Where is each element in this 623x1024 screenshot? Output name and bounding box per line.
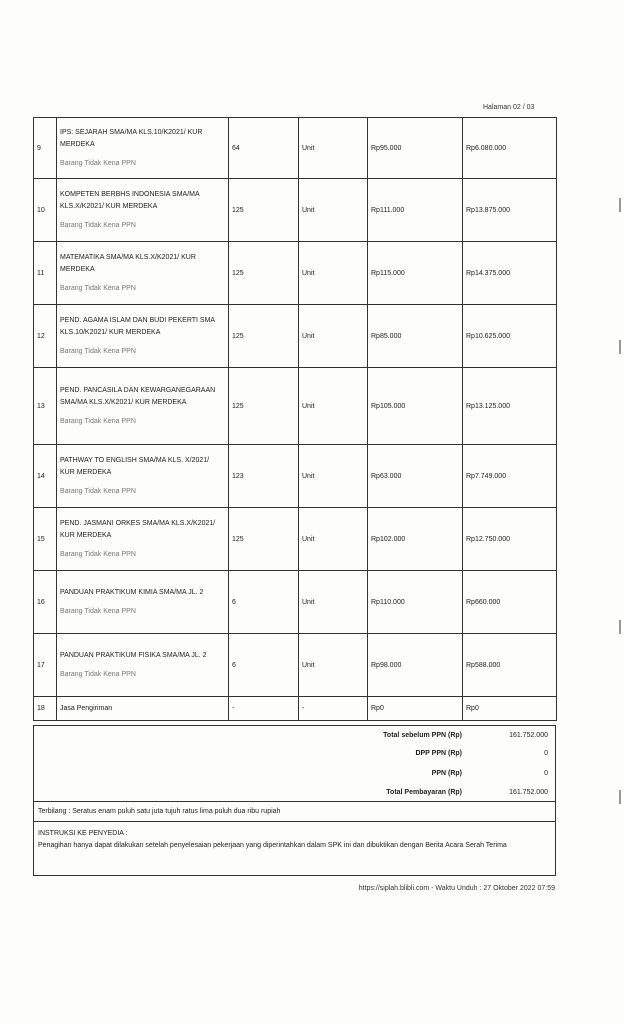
item-title: PANDUAN PRAKTIKUM KIMIA SMA/MA JL. 2 (60, 589, 204, 596)
item-number: 17 (34, 634, 57, 697)
item-quantity: - (229, 697, 299, 721)
item-description (57, 118, 229, 179)
item-number: 11 (34, 242, 57, 305)
summary-box (33, 725, 556, 802)
item-quantity: 125 (229, 368, 299, 445)
table-row (34, 179, 557, 242)
item-number: 13 (34, 368, 57, 445)
ppn-label: PPN (Rp) (431, 770, 462, 777)
item-number: 18 (34, 697, 57, 721)
item-unit-price: Rp98.000 (368, 634, 463, 697)
terbilang-text: Terbilang : Seratus enam puluh satu juta tujuh ratus lima puluh dua ribu rupiah (33, 801, 556, 822)
item-quantity: 125 (229, 179, 299, 242)
item-unit-price: Rp0 (368, 697, 463, 721)
items-table (33, 117, 557, 721)
item-quantity: 64 (229, 118, 299, 179)
item-description (57, 368, 229, 445)
item-description (57, 634, 229, 697)
item-number: 10 (34, 179, 57, 242)
item-unit-price: Rp85.000 (368, 305, 463, 368)
total-value: 161.752.000 (509, 789, 548, 796)
item-unit-price: Rp105.000 (368, 368, 463, 445)
item-quantity: 125 (229, 242, 299, 305)
instructions-box (33, 821, 556, 876)
table-row (34, 242, 557, 305)
item-description (57, 508, 229, 571)
item-title: PEND. JASMANI ORKES SMA/MA KLS.X/K2021/ KUR MERDEKA (60, 520, 216, 539)
download-footer: https://siplah.blibli.com - Waktu Unduh : 27 Oktober 2022 07:59 (358, 885, 555, 892)
item-total: Rp13.125.000 (463, 368, 557, 445)
item-total: Rp10.625.000 (463, 305, 557, 368)
item-description (57, 305, 229, 368)
item-number: 16 (34, 571, 57, 634)
item-unit: - (299, 697, 368, 721)
item-number: 12 (34, 305, 57, 368)
item-tax-note: Barang Tidak Kena PPN (60, 551, 136, 558)
item-unit-price: Rp102.000 (368, 508, 463, 571)
item-tax-note: Barang Tidak Kena PPN (60, 348, 136, 355)
item-tax-note: Barang Tidak Kena PPN (60, 418, 136, 425)
item-unit: Unit (299, 305, 368, 368)
item-unit: Unit (299, 508, 368, 571)
item-unit: Unit (299, 445, 368, 508)
item-total: Rp660.000 (463, 571, 557, 634)
table-row (34, 305, 557, 368)
scan-edge-mark (619, 198, 621, 212)
item-unit: Unit (299, 242, 368, 305)
dpp-value: 0 (544, 750, 548, 757)
item-unit: Unit (299, 118, 368, 179)
scan-edge-mark (619, 620, 621, 634)
item-unit-price: Rp63.000 (368, 445, 463, 508)
table-row (34, 445, 557, 508)
table-row (34, 118, 557, 179)
item-title: PEND. PANCASILA DAN KEWARGANEGARAAN SMA/MA KLS.X/K2021/ KUR MERDEKA (60, 387, 216, 406)
subtotal-value: 161.752.000 (509, 732, 548, 739)
item-tax-note: Barang Tidak Kena PPN (60, 160, 136, 167)
item-title: MATEMATIKA SMA/MA KLS.X/K2021/ KUR MERDEKA (60, 254, 196, 273)
item-unit: Unit (299, 634, 368, 697)
item-tax-note: Barang Tidak Kena PPN (60, 285, 136, 292)
item-unit-price: Rp95.000 (368, 118, 463, 179)
item-quantity: 125 (229, 508, 299, 571)
item-total: Rp6.080.000 (463, 118, 557, 179)
item-title: PATHWAY TO ENGLISH SMA/MA KLS. X/2021/ KUR MERDEKA (60, 457, 210, 476)
item-tax-note: Barang Tidak Kena PPN (60, 671, 136, 678)
item-description (57, 445, 229, 508)
subtotal-label: Total sebelum PPN (Rp) (383, 732, 462, 739)
item-title: PANDUAN PRAKTIKUM FISIKA SMA/MA JL. 2 (60, 652, 207, 659)
item-title: PEND. AGAMA ISLAM DAN BUDI PEKERTI SMA KLS.10/K2021/ KUR MERDEKA (60, 317, 215, 336)
item-total: Rp13.875.000 (463, 179, 557, 242)
item-total: Rp588.000 (463, 634, 557, 697)
item-title: Jasa Pengiriman (60, 704, 113, 712)
item-total: Rp12.750.000 (463, 508, 557, 571)
item-quantity: 6 (229, 571, 299, 634)
item-total: Rp0 (463, 697, 557, 721)
scan-edge-mark (619, 790, 621, 804)
ppn-value: 0 (544, 770, 548, 777)
item-title: IPS: SEJARAH SMA/MA KLS.10/K2021/ KUR MERDEKA (60, 129, 203, 148)
item-quantity: 6 (229, 634, 299, 697)
table-row (34, 508, 557, 571)
item-tax-note: Barang Tidak Kena PPN (60, 608, 136, 615)
item-quantity: 123 (229, 445, 299, 508)
item-unit: Unit (299, 179, 368, 242)
item-total: Rp14.375.000 (463, 242, 557, 305)
item-tax-note: Barang Tidak Kena PPN (60, 488, 136, 495)
item-unit-price: Rp111.000 (368, 179, 463, 242)
item-total: Rp7.749.000 (463, 445, 557, 508)
item-unit-price: Rp110.000 (368, 571, 463, 634)
item-description (57, 697, 229, 721)
item-unit-price: Rp115.000 (368, 242, 463, 305)
item-number: 9 (34, 118, 57, 179)
scan-edge-mark (619, 340, 621, 354)
item-quantity: 125 (229, 305, 299, 368)
item-tax-note: Barang Tidak Kena PPN (60, 222, 136, 229)
item-description (57, 571, 229, 634)
table-row (34, 571, 557, 634)
total-label: Total Pembayaran (Rp) (386, 789, 462, 796)
item-number: 14 (34, 445, 57, 508)
instructions-title: INSTRUKSI KE PENYEDIA : (38, 830, 128, 837)
page-number: Halaman 02 / 03 (483, 104, 535, 111)
table-row (34, 368, 557, 445)
table-row (34, 634, 557, 697)
item-unit: Unit (299, 571, 368, 634)
item-description (57, 242, 229, 305)
dpp-label: DPP PPN (Rp) (415, 750, 462, 757)
item-number: 15 (34, 508, 57, 571)
item-description (57, 179, 229, 242)
item-unit: Unit (299, 368, 368, 445)
table-row (34, 697, 557, 721)
item-title: KOMPETEN BERBHS INDONESIA SMA/MA KLS.X/K2021/ KUR MERDEKA (60, 191, 200, 210)
instructions-text: Penagihan hanya dapat dilakukan setelah penyelesaian pekerjaan yang diperintahkan dalam SPK ini dan dibuktikan dengan Berita Acara Serah Terima (38, 842, 507, 849)
